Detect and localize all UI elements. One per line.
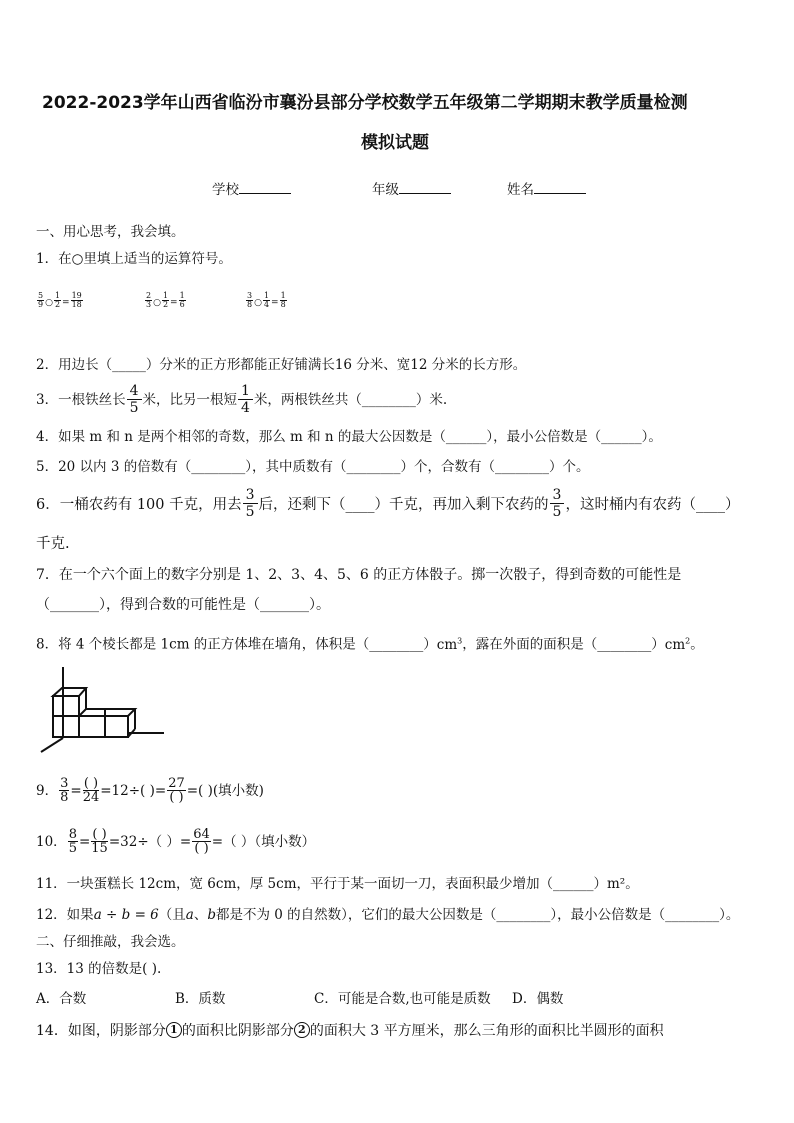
page-title-line1: 2022-2023学年山西省临汾市襄汾县部分学校数学五年级第二学期期末教学质量检测 [42,93,688,113]
q9-post: =( )(填小数) [186,782,264,799]
q2-text: 2．用边长（_____）分米的正方形都能正好铺满长16 分米、宽12 分米的长方形。 [36,357,527,373]
circled-number-1: 1 [166,1022,182,1038]
fraction: $\frac{2}{3}$ [146,291,152,309]
q3-post: 米，两根铁丝共（________）米. [253,391,448,408]
q6-line [36,487,739,520]
q8-pre: 8．将 4 个棱长都是 1cm 的正方体堆在墙角，体积是（________） [36,636,437,653]
fraction: $\frac{( )}{24}$ [82,776,100,805]
q6-mid: 后，还剩下（____）千克，再加入剩下农药的 [258,497,549,513]
fraction: $\frac{1}{4}$ [263,291,270,309]
cube-3 [105,716,128,737]
fraction: $\frac{3}{8}$ [60,776,69,805]
q10-label: 10． [36,833,67,850]
q11-text: 11．一块蛋糕长 12cm，宽 6cm，厚 5cm，平行于某一面切一刀，表面积最少增加（______）m²。 [36,876,639,892]
section2-heading: 二、仔细推敲，我会选。 [36,934,185,950]
q12-var-a: a [185,907,194,923]
floor-edge-diagonal [41,738,63,752]
q14-post: 的面积大 3 平方厘米，那么三角形的面积比半圆形的面积 [309,1023,664,1039]
fraction: $\frac{1}{2}$ [54,291,61,309]
q4-text: 4．如果 m 和 n 是两个相邻的奇数，那么 m 和 n 的最大公因数是（______），最小公倍数是（______）。 [36,429,662,445]
q1-item-1: $\frac{5}{9}$ ○ $\frac{1}{2}$ = $\frac{19}{18}$ [38,291,82,309]
q1-text: 1．在○里填上适当的运算符号。 [36,251,232,267]
cube-1 [53,716,79,737]
q13-option-c[interactable]: C．可能是合数,也可能是质数 [314,991,491,1007]
school-label: 学校 [212,182,239,198]
q12-line: 12．如果a ÷ b = 6（且a、b都是不为 0 的自然数），它们的最大公因数是（________），最小公倍数是（________）。 [36,907,740,923]
fraction: $\frac{27}{( )}$ [168,776,185,805]
q9-line: 9． $\frac{3}{8}$ = $\frac{( )}{24}$ =12÷( )= $\frac{27}{( )}$ =( )(填小数) [36,776,264,805]
name-field [507,181,586,199]
fraction: $\frac{( )}{15}$ [91,827,108,856]
q12-pre: 12．如果 [36,907,94,923]
q12-var-b: b [207,907,216,923]
q3-mid: 米，比另一根短 [142,391,238,408]
q10-post: =（ ）（填小数） [211,833,316,850]
fraction: $\frac{5}{9}$ [38,291,44,309]
fraction: $\frac{1}{2}$ [162,291,169,309]
fraction: $\frac{3}{5}$ [243,487,258,520]
fraction: $\frac{1}{6}$ [179,291,185,309]
cube-3-lid [105,709,135,716]
q1-item-3: $\frac{3}{8}$ ○ $\frac{1}{4}$ = $\frac{1}{8}$ [247,291,286,309]
name-blank [534,181,586,194]
q6-line2: 千克. [36,536,70,552]
fraction: $\frac{19}{18}$ [71,291,82,309]
cube-top [53,696,79,716]
cube-2-lid [79,709,105,716]
q7-line1: 7．在一个六个面上的数字分别是 1、2、3、4、5、6 的正方体骰子。掷一次骰子，得到奇数的可能性是 [36,567,682,583]
grade-blank [399,181,451,194]
fraction: $\frac{3}{8}$ [247,291,253,309]
fraction: $\frac{8}{5}$ [68,827,77,856]
page-title-line2: 模拟试题 [361,133,429,153]
grade-field [372,181,451,199]
q14-mid: 的面积比阴影部分 [181,1023,294,1039]
q10-mid: =32÷（ ）= [108,833,192,850]
q3-line [36,383,447,416]
q8-post: 。 [690,636,704,653]
q8-text [36,632,704,654]
q8-mid: ，露在外面的面积是（________） [462,636,665,653]
q14-line [36,1020,664,1040]
q10-line: 10． $\frac{8}{5}$ = $\frac{( )}{15}$ =32÷（ ）= $\frac{64}{( )}$ =（ ）（填小数） [36,827,316,856]
q9-mid: =12÷( )= [100,782,167,799]
name-label: 姓名 [507,182,534,198]
school-blank [239,181,291,194]
q13-option-a[interactable]: A．合数 [36,991,87,1007]
fraction: $\frac{64}{( )}$ [193,827,210,856]
grade-label: 年级 [372,182,399,198]
q13-option-d[interactable]: D．偶数 [512,991,564,1007]
q12-mid: （且 [158,907,186,923]
q12-expr: a ÷ b = 6 [93,907,159,923]
circled-number-2: 2 [294,1022,310,1038]
school-field [212,181,291,199]
fraction: $\frac{1}{4}$ [238,383,253,416]
q6-post: ，这时桶内有农药（____） [565,497,740,513]
q13-text: 13．13 的倍数是( ). [36,961,162,977]
q6-pre: 6．一桶农药有 100 千克，用去 [36,497,242,513]
cube-stack-figure [36,662,166,756]
q14-pre: 14．如图，阴影部分 [36,1023,166,1039]
q12-post: 都是不为 0 的自然数），它们的最大公因数是（________），最小公倍数是（________）。 [215,907,740,923]
q8-unit2: $cm^2$ [664,636,691,653]
q13-option-b[interactable]: B．质数 [175,991,226,1007]
fraction: $\frac{1}{8}$ [280,291,286,309]
q7-line2: （_______），得到合数的可能性是（_______）。 [36,597,330,613]
q5-text: 5．20 以内 3 的倍数有（________），其中质数有（________）个，合数有（________）个。 [36,459,590,475]
fraction: $\frac{4}{5}$ [127,383,142,416]
q1-item-2: $\frac{2}{3}$ ○ $\frac{1}{2}$ = $\frac{1}{6}$ [146,291,185,309]
cube-top-lid [53,688,86,696]
q3-pre: 3．一根铁丝长 [36,391,126,408]
q9-label: 9． [36,782,59,799]
fraction: $\frac{3}{5}$ [550,487,565,520]
section1-heading: 一、用心思考，我会填。 [36,224,185,240]
q8-unit1: $cm^3$ [436,636,463,653]
cube-2 [79,716,105,737]
